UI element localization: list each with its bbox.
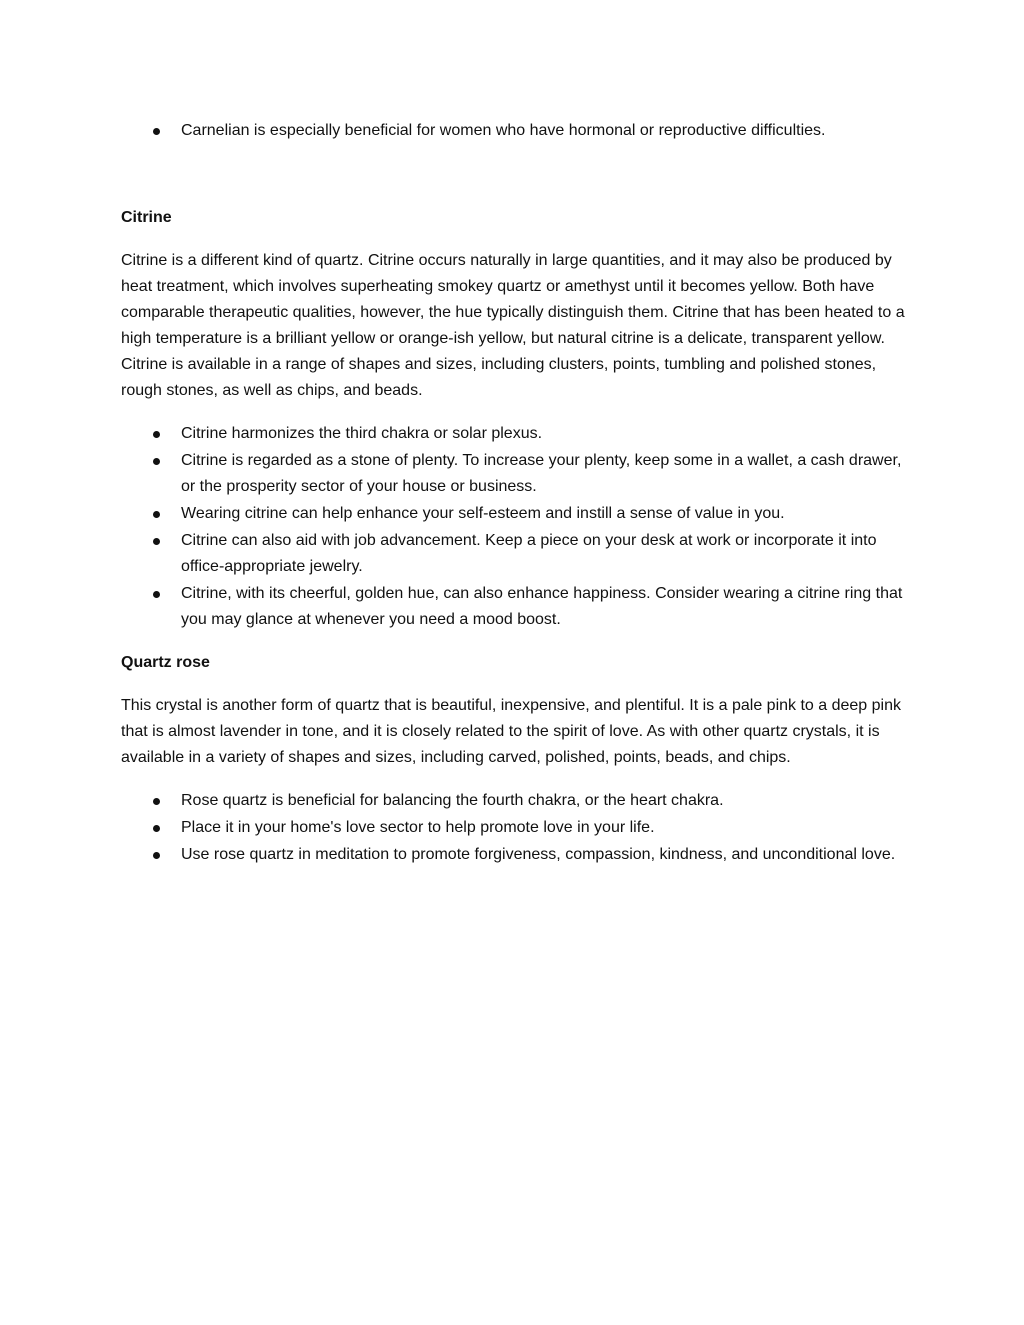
list-item: Citrine is regarded as a stone of plenty. To increase your plenty, keep some in a wallet, a cash drawer, or the prosperity sector of your house or business.	[121, 448, 906, 500]
list-item: Rose quartz is beneficial for balancing the fourth chakra, or the heart chakra.	[121, 788, 906, 814]
intro-bullet-list	[121, 118, 906, 144]
quartz-rose-bullet-list	[121, 788, 906, 868]
list-item: Wearing citrine can help enhance your self-esteem and instill a sense of value in you.	[121, 501, 906, 527]
section-paragraph-citrine: Citrine is a different kind of quartz. Citrine occurs naturally in large quantities, and it may also be produced by heat treatment, which involves superheating smokey quartz or amethyst until it becomes yellow. Both have comparable therapeutic qualities, however, the hue typically distinguish them. Citrine that has been heated to a high temperature is a brilliant yellow or orange-ish yellow, but natural citrine is a delicate, transparent yellow. Citrine is available in a range of shapes and sizes, including clusters, points, tumbling and polished stones, rough stones, as well as chips, and beads.	[121, 252, 905, 399]
list-item: Carnelian is especially beneficial for women who have hormonal or reproductive difficulties.	[121, 118, 906, 144]
section-paragraph-quartz-rose: This crystal is another form of quartz that is beautiful, inexpensive, and plentiful. It is a pale pink to a deep pink that is almost lavender in tone, and it is closely related to the spirit of love. As with other quartz crystals, it is available in a variety of shapes and sizes, including carved, polished, points, beads, and chips.	[121, 697, 901, 766]
section-heading-citrine: Citrine	[121, 209, 172, 226]
list-item: Citrine, with its cheerful, golden hue, can also enhance happiness. Consider wearing a citrine ring that you may glance at whenever you need a mood boost.	[121, 581, 906, 633]
citrine-bullet-list	[121, 421, 906, 633]
section-heading-quartz-rose: Quartz rose	[121, 654, 210, 671]
list-item: Place it in your home's love sector to help promote love in your life.	[121, 815, 906, 841]
list-item: Citrine harmonizes the third chakra or solar plexus.	[121, 421, 906, 447]
list-item: Citrine can also aid with job advancement. Keep a piece on your desk at work or incorporate it into office-appropriate jewelry.	[121, 528, 906, 580]
document-body	[121, 118, 906, 869]
list-item: Use rose quartz in meditation to promote forgiveness, compassion, kindness, and unconditional love.	[121, 842, 906, 868]
